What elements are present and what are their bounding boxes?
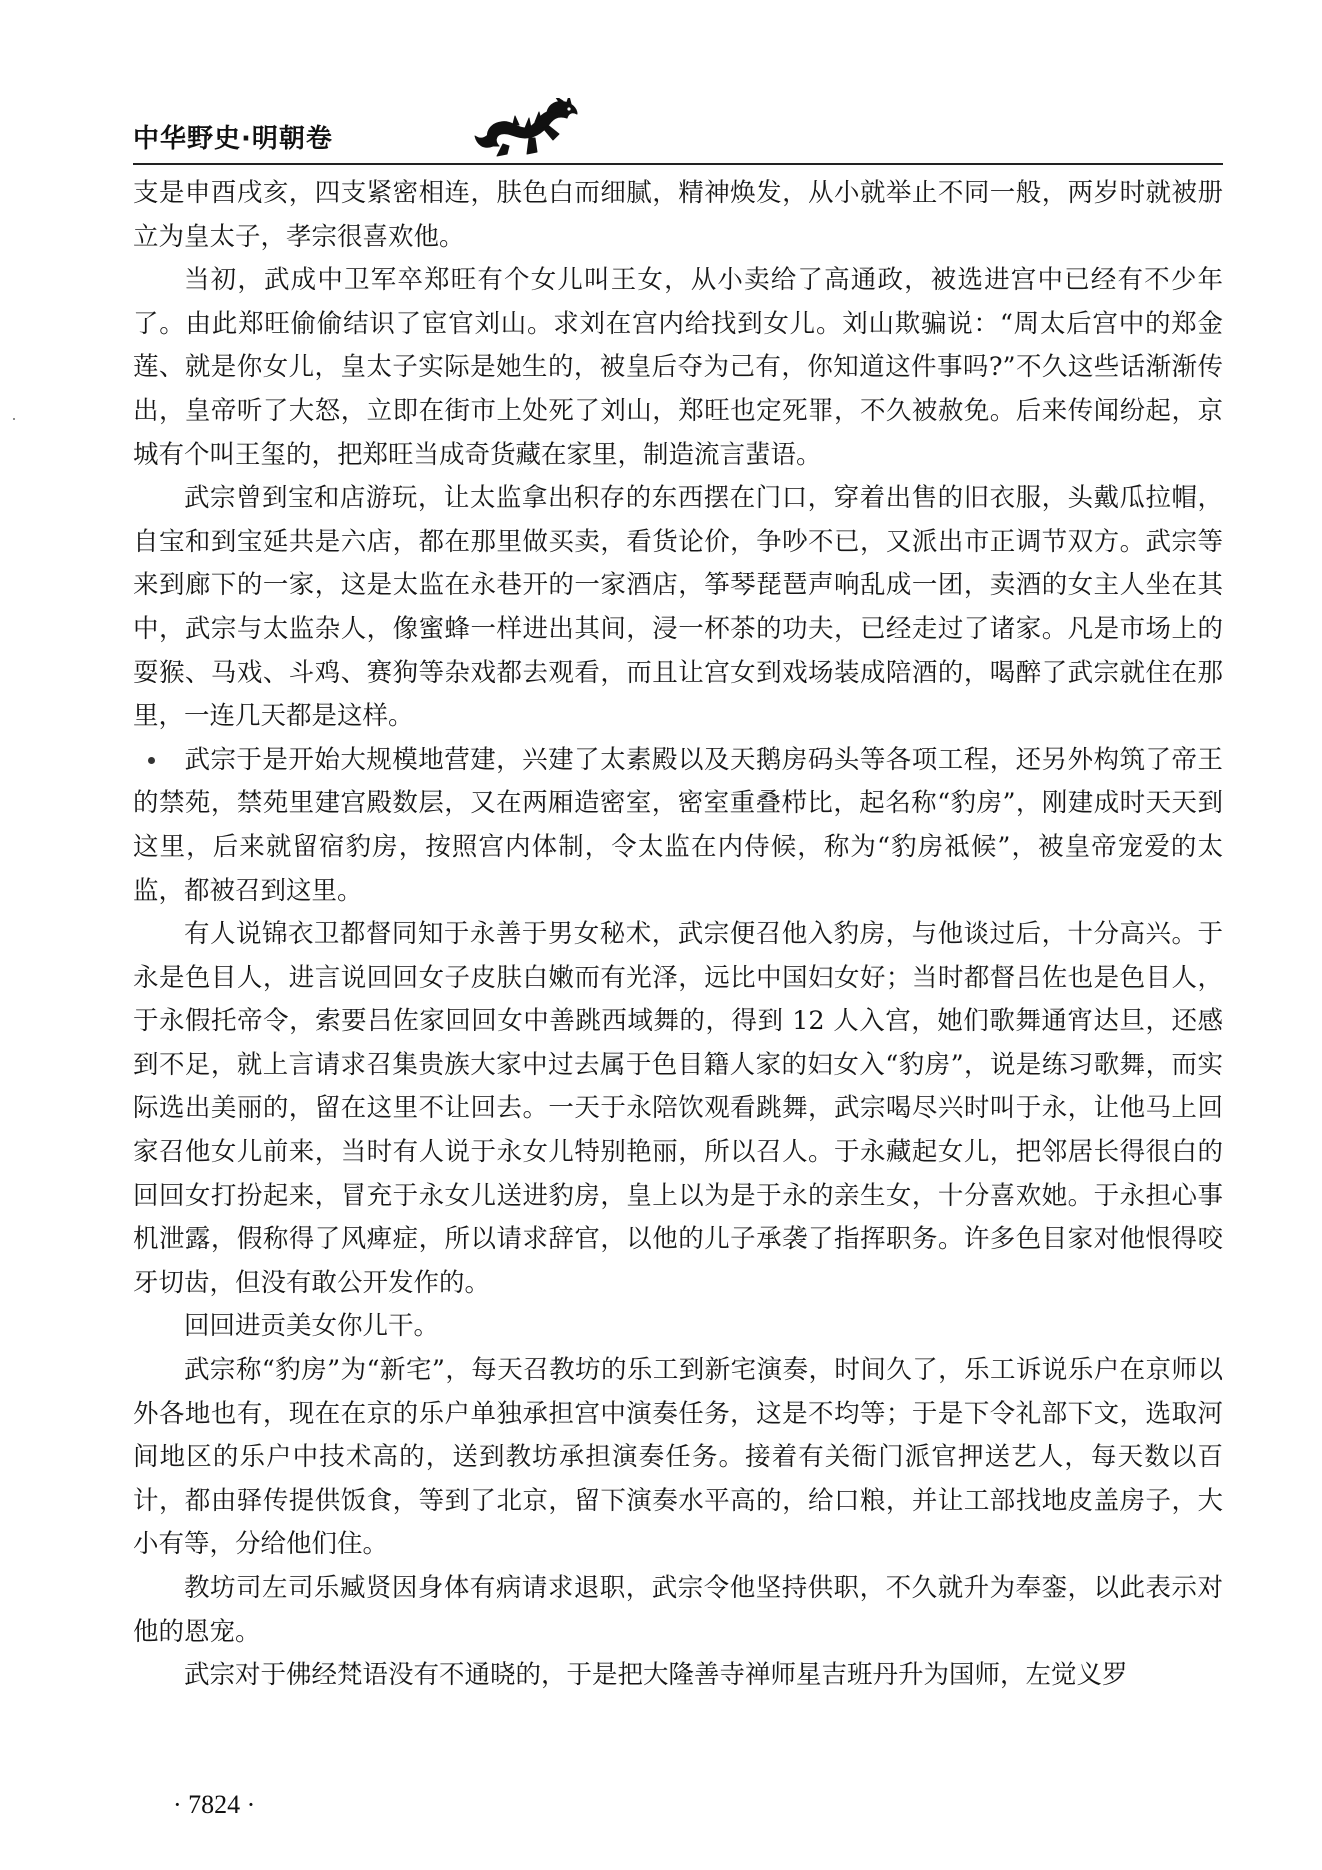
header-rule — [133, 163, 1223, 165]
paragraph: 武宗对于佛经梵语没有不通晓的，于是把大隆善寺禅师星吉班丹升为国师，左觉义罗 — [184, 1660, 1128, 1691]
running-header — [133, 98, 1223, 158]
paragraph: 当初，武成中卫军卒郑旺有个女儿叫王女，从小卖给了高通政，被选进宫中已经有不少年了。由此郑旺偷偷结识了宦官刘山。求刘在宫内给找到女儿。刘山欺骗说：“周太后宫中的郑金莲、就是你女儿，皇太子实际是她生的，被皇后夺为己有，你知道这件事吗?”不久这些话渐渐传出，皇帝听了大怒，立即在街市上处死了刘山，郑旺也定死罪，不久被赦免。后来传闻纷起，京城有个叫王玺的，把郑旺当成奇货藏在家里，制造流言蜚语。 — [133, 265, 1223, 470]
paragraph: 武宗曾到宝和店游玩，让太监拿出积存的东西摆在门口，穿着出售的旧衣服，头戴瓜拉帽，自宝和到宝延共是六店，都在那里做买卖，看货论价，争吵不已，又派出市正调节双方。武宗等来到廊下的一家，这是太监在永巷开的一家酒店，筝琴琵琶声响乱成一团，卖酒的女主人坐在其中，武宗与太监杂人，像蜜蜂一样进出其间，浸一杯茶的功夫，已经走过了诸家。凡是市场上的耍猴、马戏、斗鸡、赛狗等杂戏都去观看，而且让宫女到戏场装成陪酒的，喝醉了武宗就住在那里，一连几天都是这样。 — [133, 483, 1223, 732]
dragon-emblem-icon — [473, 98, 583, 160]
scan-speck — [13, 418, 15, 420]
paragraph-text: 武宗于是开始大规模地营建，兴建了太素殿以及天鹅房码头等各项工程，还另外构筑了帝王的禁苑，禁苑里建宫殿数层，又在两厢造密室，密室重叠栉比，起名称“豹房”，刚建成时天天到这里，后来就留宿豹房，按照宫内体制，令太监在内侍候，称为“豹房祗候”，被皇帝宠爱的太监，都被召到这里。 — [133, 744, 1223, 906]
margin-dot-icon — [148, 757, 155, 764]
page-number: · 7824 · — [173, 1790, 256, 1819]
body-text — [133, 172, 1223, 1698]
paragraph: 武宗称“豹房”为“新宅”，每天召教坊的乐工到新宅演奏，时间久了，乐工诉说乐户在京师以外各地也有，现在在京的乐户单独承担宫中演奏任务，这是不均等；于是下令礼部下文，选取河间地区的乐户中技术高的，送到教坊承担演奏任务。接着有关衙门派官押送艺人，每天数以百计，都由驿传提供饭食，等到了北京，留下演奏水平高的，给口粮，并让工部找地皮盖房子，大小有等，分给他们住。 — [133, 1355, 1223, 1560]
paragraph: 支是申酉戌亥，四支紧密相连，肤色白而细腻，精神焕发，从小就举止不同一般，两岁时就被册立为皇太子，孝宗很喜欢他。 — [133, 178, 1223, 252]
paragraph-with-mark — [133, 739, 1223, 913]
paragraph: 有人说锦衣卫都督同知于永善于男女秘术，武宗便召他入豹房，与他谈过后，十分高兴。于永是色目人，进言说回回女子皮肤白嫩而有光泽，远比中国妇女好；当时都督吕佐也是色目人，于永假托帝令，索要吕佐家回回女中善跳西域舞的，得到 12 人入宫，她们歌舞通宵达旦，还感到不足，就上言请求召集贵族大家中过去属于色目籍人家的妇女入“豹房”，说是练习歌舞，而实际选出美丽的，留在这里不让回去。一天于永陪饮观看跳舞，武宗喝尽兴时叫于永，让他马上回家召他女儿前来，当时有人说于永女儿特别艳丽，所以召人。于永藏起女儿，把邻居长得很白的回回女打扮起来，冒充于永女儿送进豹房，皇上以为是于永的亲生女，十分喜欢她。于永担心事机泄露，假称得了风痺症，所以请求辞官，以他的儿子承袭了指挥职务。许多色目家对他恨得咬牙切齿，但没有敢公开发作的。 — [133, 919, 1223, 1298]
running-header-title: 中华野史·明朝卷 — [133, 124, 333, 154]
paragraph: 教坊司左司乐臧贤因身体有病请求退职，武宗令他坚持供职，不久就升为奉銮，以此表示对他的恩宠。 — [133, 1573, 1223, 1647]
paragraph: 回回进贡美女你儿干。 — [184, 1311, 440, 1342]
